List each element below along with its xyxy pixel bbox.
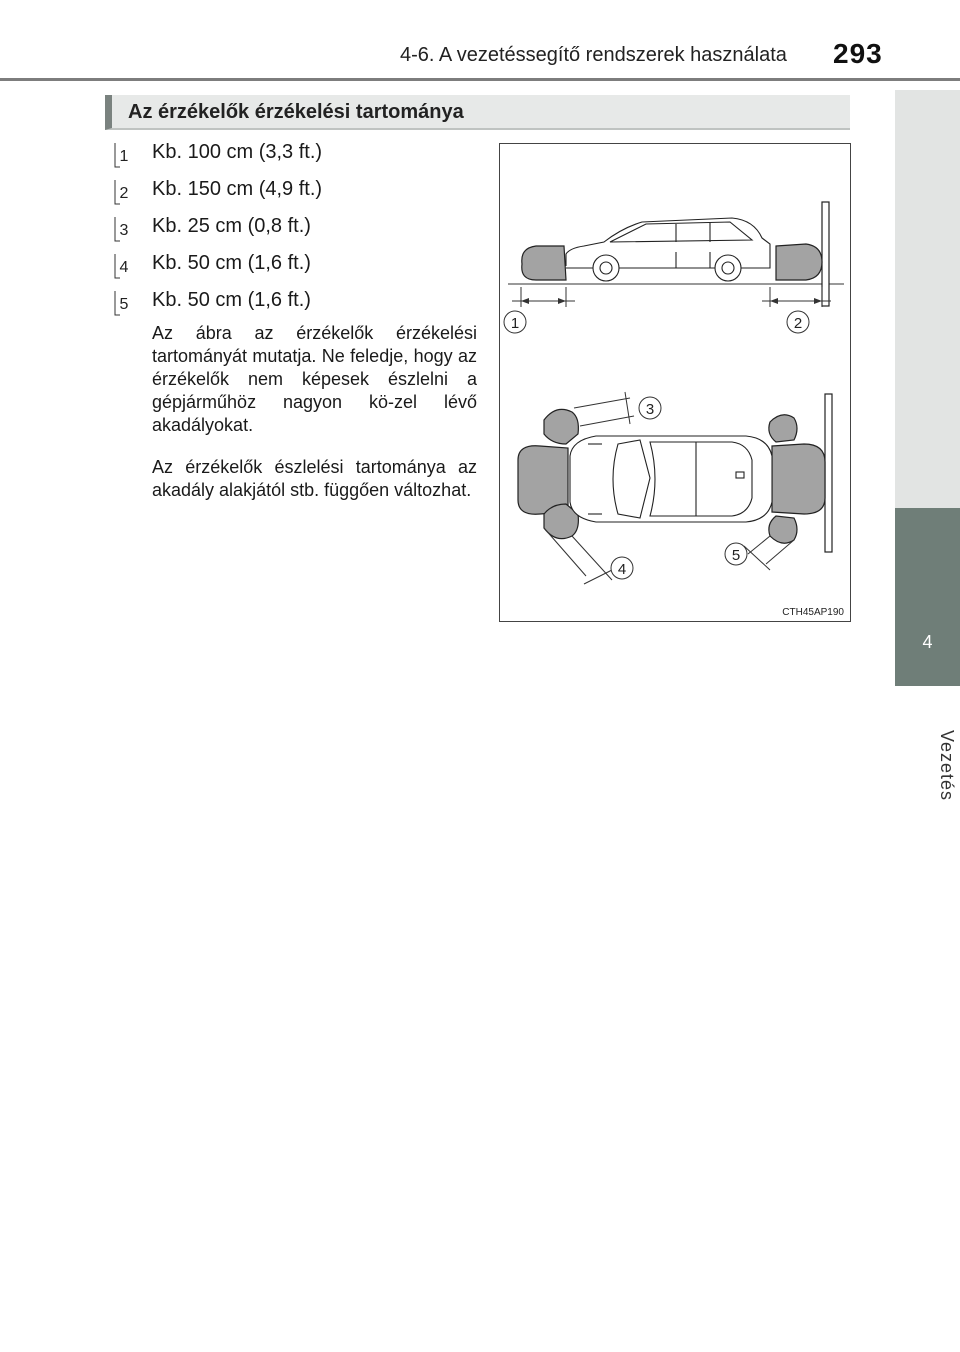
- number-marker-icon: [114, 142, 134, 168]
- number-marker-icon: [114, 216, 134, 242]
- number-marker-icon: [114, 179, 134, 205]
- list-item-text: Kb. 50 cm (1,6 ft.): [152, 289, 311, 311]
- number-marker-icon: [114, 253, 134, 279]
- range-list: [114, 138, 484, 323]
- dimension-5-line: [744, 546, 770, 570]
- list-item: [114, 249, 484, 286]
- running-head: 4-6. A vezetéssegítő rendszerek használata: [400, 44, 787, 66]
- callout-2: [787, 311, 809, 333]
- svg-text:2: 2: [793, 315, 803, 332]
- chapter-side-tab[interactable]: [895, 90, 960, 1352]
- list-item: [114, 286, 484, 323]
- body-paragraph: Az ábra az érzékelők érzékelési tartományát mutatja. Ne feledje, hogy az érzékelők nem képesek észlelni a gépjárműhöz nagyon kö-zel lévő akadályokat.: [152, 323, 477, 435]
- car-side-icon: [566, 218, 770, 281]
- list-item: [114, 212, 484, 249]
- list-item-text: Kb. 100 cm (3,3 ft.): [152, 141, 323, 163]
- list-item-text: Kb. 50 cm (1,6 ft.): [152, 252, 311, 274]
- front-upper-corner-zone: [544, 409, 578, 444]
- svg-text:4: 4: [617, 561, 627, 578]
- rear-center-sensor-zone: [772, 444, 825, 514]
- top-obstacle-wall: [825, 394, 832, 552]
- list-item: [114, 175, 484, 212]
- svg-text:3: 3: [645, 401, 655, 418]
- number-marker-icon: [114, 290, 134, 316]
- callout-3: [639, 397, 661, 419]
- page-number: 293: [833, 38, 883, 69]
- svg-text:3: 3: [119, 222, 129, 239]
- svg-text:4: 4: [119, 259, 129, 276]
- front-side-sensor-zone: [522, 246, 566, 280]
- svg-text:2: 2: [119, 185, 129, 202]
- callout-4: [611, 557, 633, 579]
- svg-text:1: 1: [119, 148, 129, 165]
- callout-5: [725, 543, 747, 565]
- callout-1: [504, 311, 526, 333]
- rear-upper-corner-zone: [769, 415, 797, 442]
- list-item-text: Kb. 150 cm (4,9 ft.): [152, 178, 323, 200]
- sensor-range-figure: [499, 143, 851, 622]
- dimension-3-line: [625, 392, 630, 424]
- rear-side-sensor-zone: [776, 244, 822, 280]
- rear-lower-corner-zone: [769, 516, 797, 543]
- svg-text:5: 5: [731, 547, 741, 564]
- side-obstacle-wall: [822, 202, 829, 306]
- list-item-text: Kb. 25 cm (0,8 ft.): [152, 215, 311, 237]
- chapter-label: Vezetés: [937, 730, 957, 802]
- side-tab-light-band: [895, 90, 960, 508]
- body-paragraph: Az érzékelők észlelési tartománya az akadály alakjától stb. függően változhat.: [152, 457, 477, 500]
- chapter-number: 4: [922, 632, 933, 652]
- side-tab-dark-band: [895, 508, 960, 686]
- sensor-range-diagram: [500, 144, 852, 623]
- list-item: [114, 138, 484, 175]
- svg-text:5: 5: [119, 296, 129, 313]
- figure-code: CTH45AP190: [782, 607, 844, 618]
- svg-text:1: 1: [510, 315, 520, 332]
- section-heading-text: Az érzékelők érzékelési tartománya: [128, 101, 464, 123]
- header-rule: [0, 78, 960, 81]
- section-heading: [105, 95, 850, 130]
- car-top-icon: [570, 436, 772, 522]
